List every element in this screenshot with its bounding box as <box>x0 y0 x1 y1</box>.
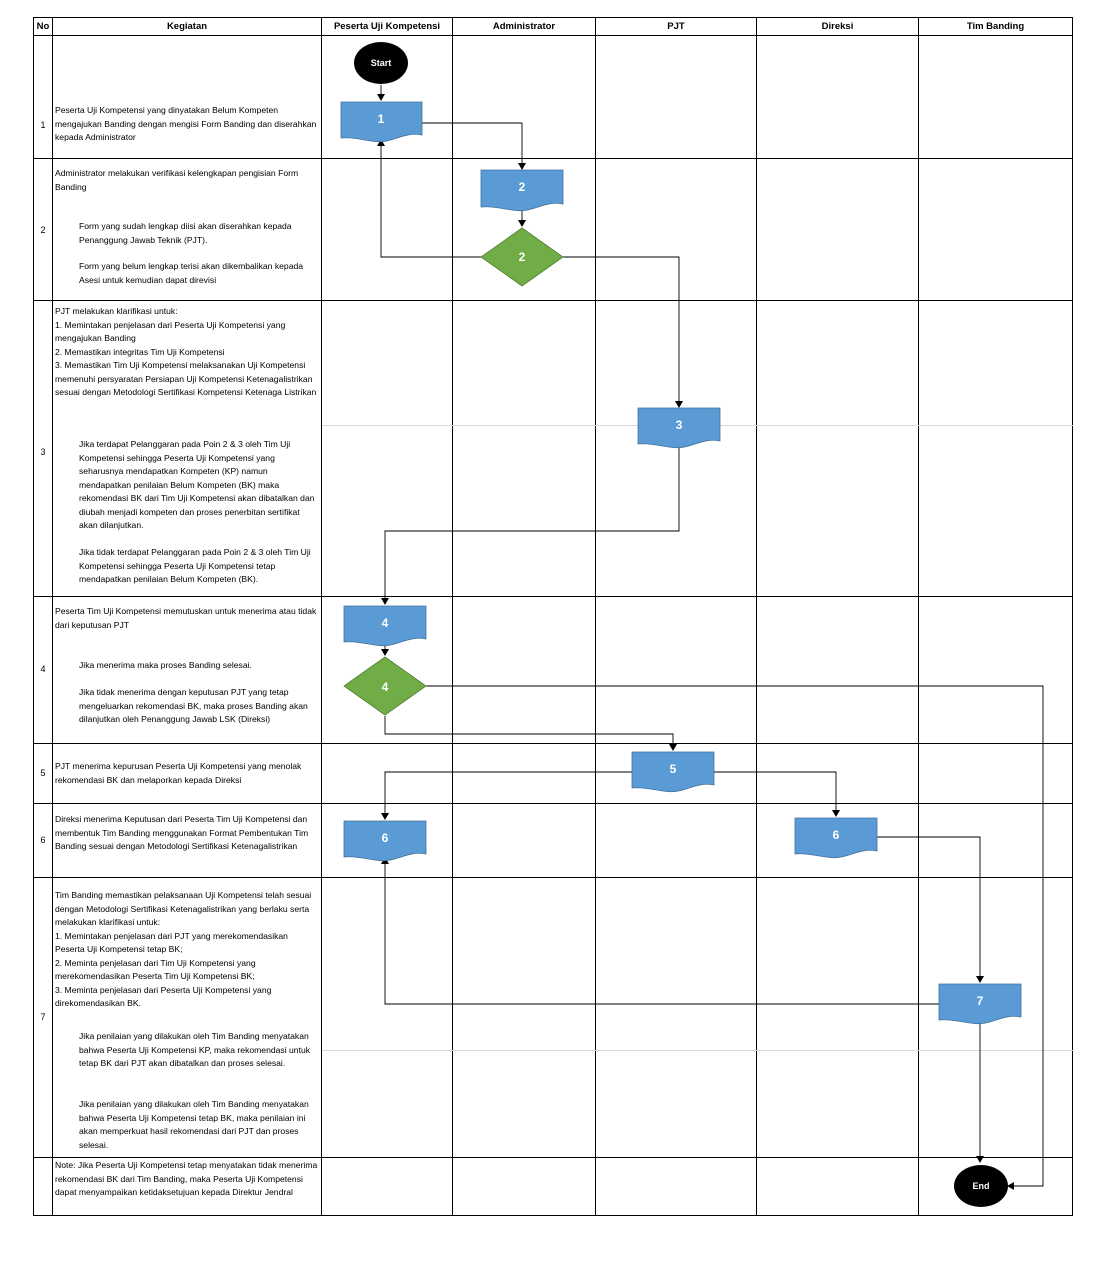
row-number-7: 7 <box>40 1012 46 1022</box>
row7-condition-kp: Jika penilaian yang dilakukan oleh Tim Banding menyatakan bahwa Peserta Uji Kompetensi KP, maka rekomendasi untuk tetap BK dari PJT akan dibatalkan dan proses selesai. <box>79 1031 311 1068</box>
connector-7-to-6a <box>385 858 939 1004</box>
connector-3-to-4 <box>385 445 679 604</box>
row1-description: Peserta Uji Kompetensi yang dinyatakan Belum Kompeten mengajukan Banding dengan mengisi Form Banding dan diserahkan kepada Administrator <box>55 105 317 142</box>
svg-text:5: 5 <box>669 762 677 776</box>
row4-description: Peserta Tim Uji Kompetensi memutuskan untuk menerima atau tidak dari keputusan PJT <box>55 606 317 630</box>
row3-description: PJT melakukan klarifikasi untuk: 1. Memintakan penjelasan dari Peserta Uji Kompetensi yang mengajukan Banding 2. Memastikan integritas Tim Uji Kompetensi 3. Memastikan Tim Uji Kompetensi melaksanakan Uji Kompetensi memenuhi persyaratan Persiapan Uji Kompetensi Ketenagalistrikan sesuai dengan Metodologi Sertifikasi Kompetensi Ketenaga Listrikan <box>55 306 317 397</box>
document-shape-5 <box>632 752 714 792</box>
row-number-6: 6 <box>40 835 46 845</box>
connector-dec2-back-to-1 <box>381 140 481 257</box>
svg-text:1: 1 <box>377 112 385 126</box>
document-shape-6-peserta <box>344 821 426 861</box>
start-terminator <box>354 42 408 84</box>
svg-text:4: 4 <box>381 680 389 694</box>
decision-shape-2 <box>481 228 563 286</box>
row-number-4: 4 <box>40 664 46 674</box>
row-number-3: 3 <box>40 447 46 457</box>
svg-text:6: 6 <box>832 828 840 842</box>
svg-text:4: 4 <box>381 616 389 630</box>
row4-condition-accept: Jika menerima maka proses Banding selesai. <box>79 660 252 670</box>
document-shape-3 <box>638 408 720 448</box>
svg-text:3: 3 <box>675 418 683 432</box>
header-tim-banding: Tim Banding <box>966 21 1025 32</box>
header-direksi: Direksi <box>821 21 854 32</box>
start-label: Start <box>370 58 392 68</box>
row-number-2: 2 <box>40 225 46 235</box>
connector-dec2-to-3 <box>563 257 679 407</box>
row-number-1: 1 <box>40 120 46 130</box>
document-shape-2 <box>481 170 563 211</box>
note-text: Note: Jika Peserta Uji Kompetensi tetap menyatakan tidak menerima rekomendasi BK dari Tim Banding, maka Peserta Uji Kompetensi dapat menyampaikan ketidaksetujuan kepada Direktur Jendral <box>55 1160 318 1197</box>
row6-description: Direksi menerima Keputusan dari Peserta Tim Uji Kompetensi dan membentuk Tim Banding menggunakan Format Pembentukan Tim Banding sesuai dengan Metodologi Sertifikasi Ketenagalistrikan <box>55 814 309 851</box>
document-shape-6-direksi <box>795 818 877 858</box>
document-shape-7 <box>939 984 1021 1024</box>
row5-description: PJT menerima kepurusan Peserta Uji Kompetensi yang menolak rekomendasi BK dan melaporkan kepada Direksi <box>55 761 302 785</box>
connector-1-to-2 <box>422 123 522 169</box>
header-no: No <box>36 21 50 32</box>
svg-text:2: 2 <box>518 180 526 194</box>
end-terminator <box>954 1165 1008 1207</box>
document-shape-1 <box>341 102 422 142</box>
row3-condition-no-violation: Jika tidak terdapat Pelanggaran pada Poin 2 & 3 oleh Tim Uji Kompetensi sehingga Peserta Uji Kompetensi tetap mendapatkan penilaian Belum Kompeten (BK). <box>79 547 311 584</box>
header-peserta: Peserta Uji Kompetensi <box>333 21 441 32</box>
document-shape-4 <box>344 606 426 646</box>
row4-condition-reject: Jika tidak menerima dengan keputusan PJT yang tetap mengeluarkan rekomendasi BK, maka proses Banding akan dilanjutkan oleh Penanggung Jawab LSK (Direksi) <box>79 687 308 724</box>
connector-6b-to-7 <box>877 837 980 982</box>
end-label: End <box>972 1181 990 1191</box>
svg-text:2: 2 <box>518 250 526 264</box>
connector-5-to-6b <box>714 772 836 816</box>
row7-condition-bk: Jika penilaian yang dilakukan oleh Tim Banding menyatakan bahwa Peserta Uji Kompetensi tetap BK, maka penilaian ini akan memperkuat hasil rekomendasi dari PJT dan proses selesai. <box>79 1099 309 1150</box>
row2-condition-complete: Form yang sudah lengkap diisi akan diserahkan kepada Penanggung Jawab Teknik (PJT). <box>79 221 292 245</box>
row3-condition-violation: Jika terdapat Pelanggaran pada Poin 2 & 3 oleh Tim Uji Kompetensi sehingga Peserta Uji Kompetensi yang seharusnya mendapatkan Kompeten (KP) namun mendapatkan penilaian Belum Kompeten (BK) maka rekomendasi BK dari Tim Uji Kompetensi akan dibatalkan dan diubah menjadi kompeten dan proses penerbitan sertifikat akan dilanjutkan. <box>79 439 315 530</box>
svg-text:6: 6 <box>381 831 389 845</box>
row7-description: Tim Banding memastikan pelaksanaan Uji Kompetensi telah sesuai dengan Metodologi Sertifikasi Ketenagalistrikan yang berlaku serta melakukan klarifikasi untuk: 1. Memintakan penjelasan dari PJT yang merekomendasikan Peserta Uji Kompetensi tetap BK; 2. Meminta penjelasan dari Tim Uji Kompetensi yang merekomendasikan Peserta Tim Uji Kompetensi BK; 3. Meminta penjelasan dari Peserta Uji Kompetensi yang direkomendasikan BK. <box>55 890 312 1008</box>
row-number-5: 5 <box>40 768 46 778</box>
connector-dec4-to-5 <box>385 716 673 750</box>
decision-shape-4 <box>344 657 426 715</box>
connector-dec4-to-end <box>426 686 1043 1186</box>
header-administrator: Administrator <box>492 21 556 32</box>
row2-description: Administrator melakukan verifikasi kelengkapan pengisian Form Banding <box>55 168 299 192</box>
header-pjt: PJT <box>667 21 685 32</box>
svg-text:7: 7 <box>976 994 984 1008</box>
row2-condition-incomplete: Form yang belum lengkap terisi akan dikembalikan kepada Asesi untuk kemudian dapat direvisi <box>79 261 304 285</box>
header-kegiatan: Kegiatan <box>166 21 208 32</box>
